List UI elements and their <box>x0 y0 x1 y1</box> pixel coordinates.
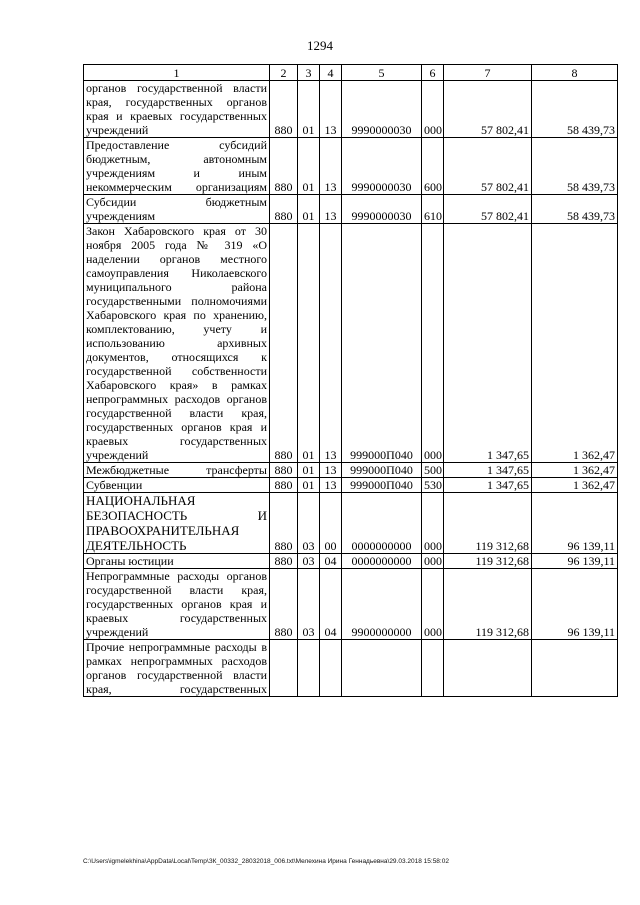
admin-code-cell: 880 <box>270 138 298 195</box>
amount-year2-cell: 58 439,73 <box>532 195 618 224</box>
document-footer-path: C:\Users\igmelekhina\AppData\Local\Temp\ЗК_00332_28032018_006.txt\Мелехина Ирина Геннадьевна\29.03.2018 15:58:02 <box>83 858 449 865</box>
row-name-cell: Предоставление субсидий бюджетным, автономным учреждениям и иным некоммерческим организациям <box>84 138 270 195</box>
table-row <box>84 640 618 697</box>
target-article-cell: 0000000000 <box>342 493 422 554</box>
amount-year1-cell: 119 312,68 <box>444 569 532 640</box>
admin-code-cell: 880 <box>270 81 298 138</box>
subsection-cell: 04 <box>320 554 342 569</box>
amount-year2-cell: 96 139,11 <box>532 569 618 640</box>
budget-table <box>83 64 618 697</box>
table-header-row <box>84 65 618 81</box>
admin-code-cell: 880 <box>270 195 298 224</box>
header-cell-4: 4 <box>320 65 342 81</box>
table-row <box>84 493 618 554</box>
amount-year2-cell: 58 439,73 <box>532 138 618 195</box>
section-cell: 03 <box>298 493 320 554</box>
amount-year1-cell: 1 347,65 <box>444 224 532 463</box>
header-cell-1: 1 <box>84 65 270 81</box>
row-name-cell: Непрограммные расходы органов государственной власти края, государственных органов края и краевых государственных учреждений <box>84 569 270 640</box>
header-cell-7: 7 <box>444 65 532 81</box>
row-name-cell: Прочие непрограммные расходы в рамках непрограммных расходов органов государственной власти края, государственных <box>84 640 270 697</box>
subsection-cell <box>320 640 342 697</box>
section-cell: 01 <box>298 138 320 195</box>
admin-code-cell <box>270 640 298 697</box>
amount-year2-cell: 96 139,11 <box>532 554 618 569</box>
row-name-cell: органов государственной власти края, государственных органов края и краевых государственных учреждений <box>84 81 270 138</box>
amount-year1-cell: 1 347,65 <box>444 463 532 478</box>
table-row <box>84 569 618 640</box>
expense-type-cell: 000 <box>422 224 444 463</box>
section-cell: 01 <box>298 81 320 138</box>
expense-type-cell: 000 <box>422 569 444 640</box>
amount-year2-cell: 1 362,47 <box>532 224 618 463</box>
amount-year1-cell: 57 802,41 <box>444 138 532 195</box>
header-cell-2: 2 <box>270 65 298 81</box>
section-cell: 01 <box>298 463 320 478</box>
expense-type-cell: 000 <box>422 81 444 138</box>
expense-type-cell: 610 <box>422 195 444 224</box>
target-article-cell: 999000П040 <box>342 478 422 493</box>
target-article-cell: 999000П040 <box>342 463 422 478</box>
table-row <box>84 463 618 478</box>
row-name-cell: Органы юстиции <box>84 554 270 569</box>
header-cell-5: 5 <box>342 65 422 81</box>
subsection-cell: 00 <box>320 493 342 554</box>
row-name-cell: Субсидии бюджетным учреждениям <box>84 195 270 224</box>
admin-code-cell: 880 <box>270 493 298 554</box>
section-cell: 03 <box>298 554 320 569</box>
admin-code-cell: 880 <box>270 478 298 493</box>
row-name-cell: Закон Хабаровского края от 30 ноября 2005 года № 319 «О наделении органов местного самоуправления Николаевского муниципального района государственными полномочиями Хабаровского края по хранению, комплектованию, учету и использованию архивных документов, относящихся к государственной собственности Хабаровского края» в рамках непрограммных расходов органов государственной власти края, государственных органов края и краевых государственных учреждений <box>84 224 270 463</box>
table-row <box>84 138 618 195</box>
subsection-cell: 13 <box>320 138 342 195</box>
amount-year1-cell <box>444 640 532 697</box>
target-article-cell: 9990000030 <box>342 138 422 195</box>
row-name-cell: НАЦИОНАЛЬНАЯ БЕЗОПАСНОСТЬ И ПРАВООХРАНИТЕЛЬНАЯ ДЕЯТЕЛЬНОСТЬ <box>84 493 270 554</box>
amount-year1-cell: 57 802,41 <box>444 195 532 224</box>
section-cell <box>298 640 320 697</box>
header-cell-8: 8 <box>532 65 618 81</box>
admin-code-cell: 880 <box>270 224 298 463</box>
amount-year1-cell: 1 347,65 <box>444 478 532 493</box>
header-cell-3: 3 <box>298 65 320 81</box>
subsection-cell: 13 <box>320 478 342 493</box>
section-cell: 01 <box>298 224 320 463</box>
amount-year2-cell: 1 362,47 <box>532 463 618 478</box>
section-cell: 01 <box>298 478 320 493</box>
target-article-cell: 0000000000 <box>342 554 422 569</box>
row-name-cell: Межбюджетные трансферты <box>84 463 270 478</box>
amount-year2-cell: 58 439,73 <box>532 81 618 138</box>
expense-type-cell: 500 <box>422 463 444 478</box>
page-number: 1294 <box>307 38 333 53</box>
subsection-cell: 04 <box>320 569 342 640</box>
amount-year2-cell: 96 139,11 <box>532 493 618 554</box>
admin-code-cell: 880 <box>270 569 298 640</box>
table-row <box>84 195 618 224</box>
expense-type-cell: 000 <box>422 554 444 569</box>
row-name-cell: Субвенции <box>84 478 270 493</box>
target-article-cell: 9990000030 <box>342 195 422 224</box>
expense-type-cell: 000 <box>422 493 444 554</box>
amount-year1-cell: 57 802,41 <box>444 81 532 138</box>
header-cell-6: 6 <box>422 65 444 81</box>
target-article-cell <box>342 640 422 697</box>
table-row <box>84 554 618 569</box>
expense-type-cell <box>422 640 444 697</box>
expense-type-cell: 600 <box>422 138 444 195</box>
amount-year2-cell <box>532 640 618 697</box>
subsection-cell: 13 <box>320 81 342 138</box>
subsection-cell: 13 <box>320 463 342 478</box>
admin-code-cell: 880 <box>270 463 298 478</box>
subsection-cell: 13 <box>320 195 342 224</box>
target-article-cell: 999000П040 <box>342 224 422 463</box>
subsection-cell: 13 <box>320 224 342 463</box>
table-row <box>84 478 618 493</box>
target-article-cell: 9900000000 <box>342 569 422 640</box>
section-cell: 01 <box>298 195 320 224</box>
section-cell: 03 <box>298 569 320 640</box>
expense-type-cell: 530 <box>422 478 444 493</box>
table-row <box>84 224 618 463</box>
amount-year2-cell: 1 362,47 <box>532 478 618 493</box>
table-row <box>84 81 618 138</box>
target-article-cell: 9990000030 <box>342 81 422 138</box>
amount-year1-cell: 119 312,68 <box>444 493 532 554</box>
amount-year1-cell: 119 312,68 <box>444 554 532 569</box>
admin-code-cell: 880 <box>270 554 298 569</box>
